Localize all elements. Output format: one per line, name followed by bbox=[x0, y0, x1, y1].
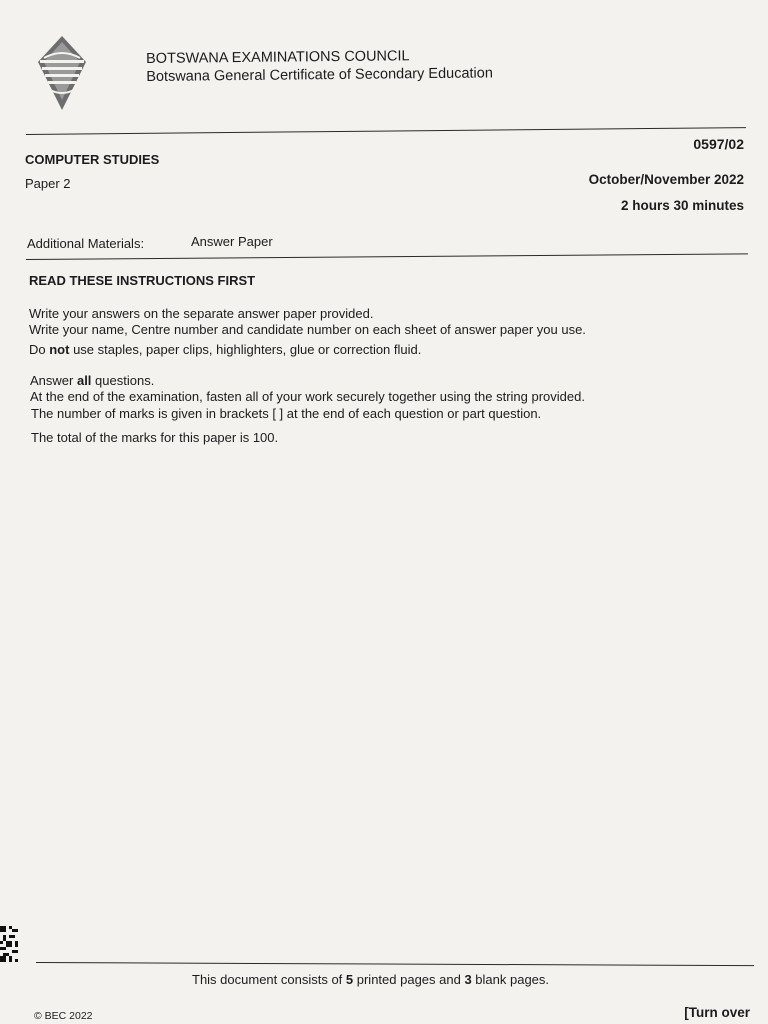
footer-text: blank pages. bbox=[471, 972, 550, 987]
copyright-notice: © BEC 2022 bbox=[34, 1010, 93, 1022]
instruction-line bbox=[30, 373, 154, 388]
instruction-emphasis: all bbox=[76, 373, 92, 388]
subject-title: COMPUTER STUDIES bbox=[25, 152, 160, 167]
instruction-line: The total of the marks for this paper is 100. bbox=[31, 430, 279, 445]
paper-code: 0597/02 bbox=[693, 136, 744, 152]
instruction-line: Write your answers on the separate answer paper provided. bbox=[29, 306, 374, 321]
footer-text: printed pages and bbox=[353, 972, 465, 987]
exam-duration: 2 hours 30 minutes bbox=[620, 198, 744, 213]
instruction-text: Do bbox=[29, 342, 50, 357]
instruction-text: questions. bbox=[91, 373, 155, 388]
page-count-note bbox=[192, 972, 549, 987]
printed-pages-count: 5 bbox=[345, 972, 354, 987]
instruction-line bbox=[29, 342, 421, 357]
materials-divider bbox=[26, 253, 748, 260]
instruction-text: use staples, paper clips, highlighters, glue or correction fluid. bbox=[69, 342, 422, 357]
council-heading bbox=[146, 46, 493, 86]
additional-materials-value: Answer Paper bbox=[191, 234, 273, 249]
qr-code-icon bbox=[0, 926, 18, 962]
instruction-line: At the end of the examination, fasten all of your work securely together using the string provided. bbox=[30, 389, 585, 404]
blank-pages-count: 3 bbox=[464, 972, 472, 987]
footer-divider bbox=[36, 962, 754, 966]
bec-logo-icon bbox=[36, 34, 88, 112]
instruction-line: Write your name, Centre number and candidate number on each sheet of answer paper you use. bbox=[29, 322, 586, 337]
turn-over-label: [Turn over bbox=[684, 1005, 750, 1020]
instruction-text: Answer bbox=[30, 373, 77, 388]
instruction-emphasis: not bbox=[49, 342, 70, 357]
additional-materials-label: Additional Materials: bbox=[27, 236, 145, 251]
instruction-line: The number of marks is given in brackets [ ] at the end of each question or part question. bbox=[31, 406, 542, 421]
paper-number: Paper 2 bbox=[25, 176, 71, 191]
header-divider bbox=[26, 127, 746, 135]
footer-text: This document consists of bbox=[192, 972, 346, 987]
certificate-name: Botswana General Certificate of Secondary Education bbox=[146, 65, 493, 85]
instructions-heading: READ THESE INSTRUCTIONS FIRST bbox=[29, 273, 256, 288]
exam-session: October/November 2022 bbox=[588, 172, 744, 187]
council-name: BOTSWANA EXAMINATIONS COUNCIL bbox=[146, 48, 410, 67]
